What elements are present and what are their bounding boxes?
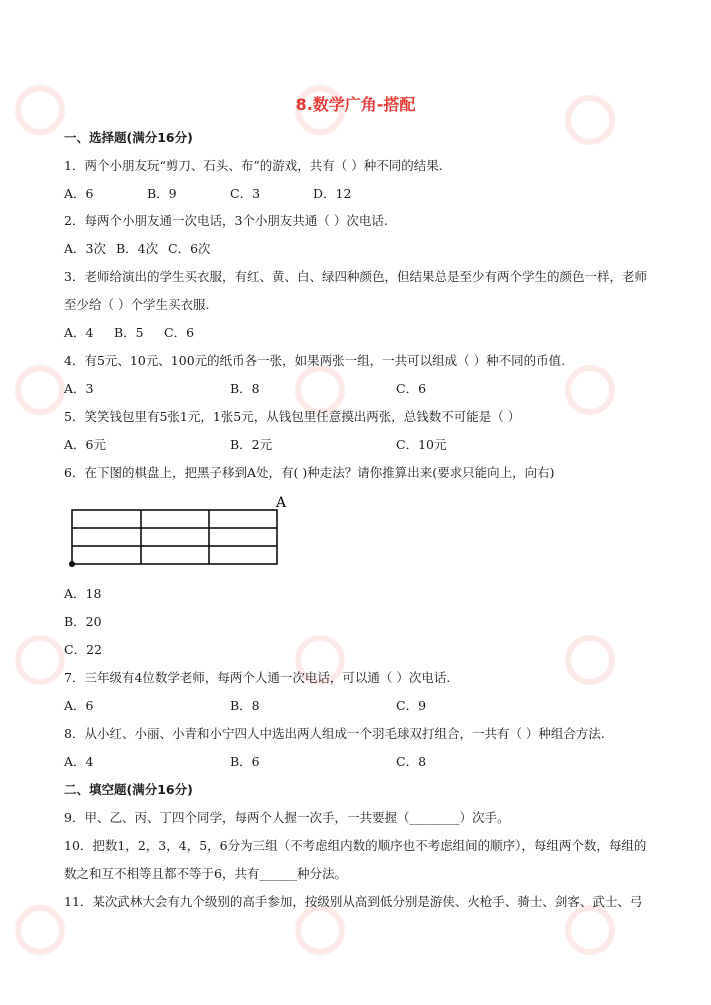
question-9: 9．甲、乙、丙、丁四个同学，每两个人握一次手，一共要握（________）次手。 [64, 810, 510, 825]
option-b: B．8 [230, 381, 260, 396]
question-10-line-2: 数之和互不相等且都不等于6，共有______种分法。 [64, 866, 347, 881]
option-a: A．4 [64, 754, 94, 769]
option-b: B．2元 [230, 437, 273, 452]
question-10-line-1: 10．把数1，2，3，4，5，6分为三组（不考虑组内数的顺序也不考虑组间的顺序），每组两个数，每组的 [64, 838, 647, 853]
point-a-label: A [276, 495, 287, 511]
question-7: 7．三年级有4位数学老师，每两个人通一次电话，可以通（ ）次电话. [64, 670, 451, 685]
option-a: A．6 [64, 698, 94, 713]
option-c: C．10元 [396, 437, 447, 452]
option-a: A．4 [64, 325, 94, 340]
option-b: B．5 [114, 325, 144, 340]
option-b: B．20 [64, 614, 102, 629]
question-2-options [64, 240, 664, 258]
option-b: B．6 [230, 754, 260, 769]
question-5: 5．笑笑钱包里有5张1元，1张5元，从钱包里任意摸出两张，总钱数不可能是（ ） [64, 409, 521, 424]
question-2: 2．每两个小朋友通一次电话，3个小朋友共通（ ）次电话. [64, 213, 388, 228]
option-c: C．6 [396, 381, 427, 396]
question-3-line-2: 至少给（ ）个学生买衣服. [64, 297, 210, 312]
question-3-options [64, 324, 664, 342]
black-piece [69, 561, 75, 567]
question-8-options [64, 753, 664, 771]
option-b: B．9 [147, 186, 177, 201]
option-b: B．8 [230, 698, 260, 713]
question-1: 1．两个小朋友玩“剪刀、石头、布”的游戏，共有（ ）种不同的结果. [64, 158, 443, 173]
option-a: A．3次 [64, 241, 106, 256]
question-5-options [64, 436, 664, 454]
option-d: D．12 [313, 186, 352, 201]
option-c: C．8 [396, 754, 427, 769]
option-a: A．6元 [64, 437, 106, 452]
question-4: 4．有5元、10元、100元的纸币各一张，如果两张一组，一共可以组成（ ）种不同的币值. [64, 353, 566, 368]
option-c: C．6次 [168, 241, 211, 256]
option-a: A．3 [64, 381, 94, 396]
question-4-options [64, 380, 664, 398]
section-heading-fill: 二、填空题(满分16分) [64, 782, 193, 797]
option-a: A．6 [64, 186, 94, 201]
section-heading-choice: 一、选择题(满分16分) [64, 130, 193, 145]
question-7-options [64, 697, 664, 715]
option-b: B．4次 [116, 241, 159, 256]
chess-board-grid [68, 494, 298, 574]
option-c: C．22 [64, 642, 102, 657]
page-title: 8.数学广角-搭配 [295, 95, 416, 114]
option-c: C．9 [396, 698, 427, 713]
option-c: C．3 [230, 186, 261, 201]
question-8: 8．从小红、小丽、小青和小宁四人中选出两人组成一个羽毛球双打组合，一共有（ ）种组合方法. [64, 726, 605, 741]
option-c: C．6 [164, 325, 195, 340]
option-a: A．18 [64, 586, 102, 601]
question-3-line-1: 3．老师给演出的学生买衣服，有红、黄、白、绿四种颜色，但结果总是至少有两个学生的颜色一样，老师 [64, 269, 647, 284]
question-6: 6．在下图的棋盘上，把黑子移到A处，有( )种走法？请你推算出来(要求只能向上，向右) [64, 465, 555, 480]
question-11: 11．某次武林大会有九个级别的高手参加，按级别从高到低分别是游侠、火枪手、骑士、剑客、武士、弓 [64, 894, 643, 909]
question-1-options [64, 185, 664, 203]
